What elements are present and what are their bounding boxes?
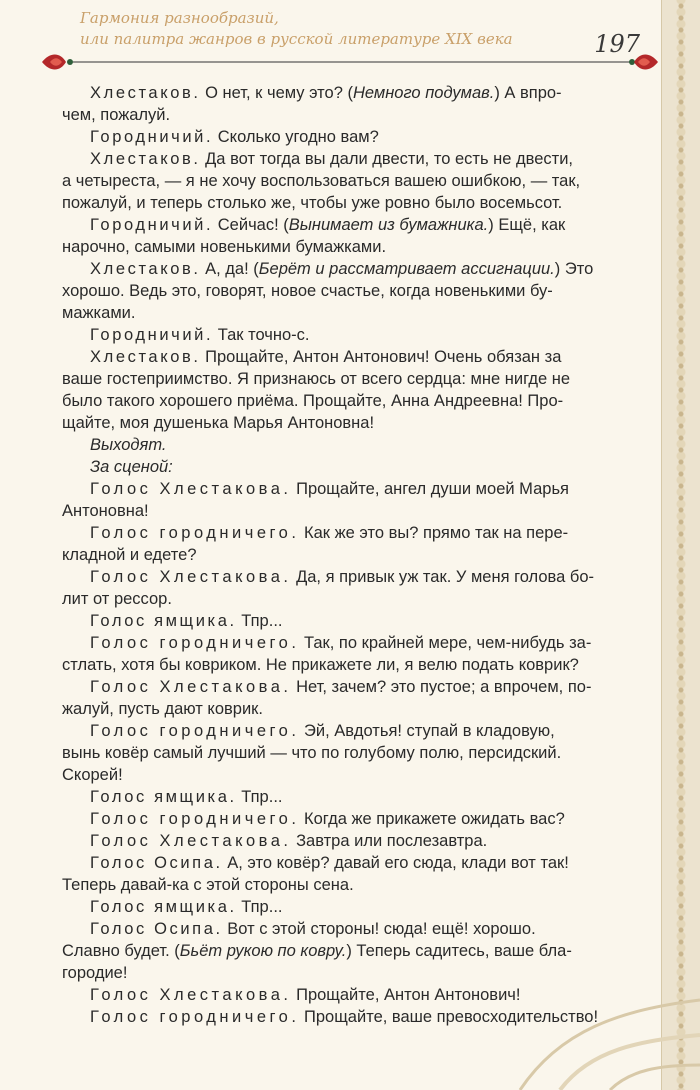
- line-text: хорошо. Ведь это, говорят, новое счастье, когда новенькими бу-: [62, 282, 553, 300]
- stage-direction: [62, 434, 638, 456]
- inline-stage-direction: Берёт и рассматривает ассигнации.: [258, 260, 555, 278]
- speaker-name: Городничий.: [90, 128, 214, 146]
- page-number: 197: [594, 30, 640, 58]
- running-header: [80, 8, 600, 50]
- line-text: А, это ковёр? давай его сюда, клади вот так!: [222, 854, 569, 872]
- decorative-border: [661, 0, 700, 1090]
- line-text: О нет, к чему это? (: [200, 84, 353, 102]
- speaker-name: Хлестаков.: [90, 150, 201, 168]
- text-line: [62, 830, 638, 852]
- line-text: Тпр...: [236, 788, 283, 806]
- line-text: а четыреста, — я не хочу воспользоваться вашею ошибкою, — так,: [62, 172, 581, 190]
- line-text: Теперь давай-ка с этой стороны сена.: [62, 876, 354, 894]
- speaker-name: Голос городничего.: [90, 524, 300, 542]
- line-text: Да, я привык уж так. У меня голова бо-: [291, 568, 595, 586]
- text-line: [62, 258, 638, 280]
- stage-direction-text: За сценой:: [90, 458, 173, 476]
- play-text: [62, 82, 638, 1028]
- speaker-name: Голос Хлестакова.: [90, 986, 292, 1004]
- line-text: кладной и едете?: [62, 546, 197, 564]
- text-line: [62, 566, 638, 588]
- speaker-name: Голос городничего.: [90, 810, 300, 828]
- speaker-name: Городничий.: [90, 326, 214, 344]
- line-text: Тпр...: [236, 612, 283, 630]
- speaker-name: Хлестаков.: [90, 84, 201, 102]
- line-text: мажками.: [62, 304, 136, 322]
- line-text: ваше гостеприимство. Я признаюсь от всего сердца: мне нигде не: [62, 370, 571, 388]
- text-line: [62, 170, 638, 192]
- line-text: Скорей!: [62, 766, 123, 784]
- line-text: стлать, хотя бы ковриком. Не прикажете ли, я велю подать коврик?: [62, 656, 579, 674]
- line-text: Прощайте, ваше превосходительство!: [299, 1008, 599, 1026]
- line-text: Когда же прикажете ожидать вас?: [299, 810, 565, 828]
- line-text: ) Это: [554, 260, 594, 278]
- line-text: Так, по крайней мере, чем-нибудь за-: [299, 634, 592, 652]
- line-text: пожалуй, и теперь столько же, чтобы уже ровно было восемьсот.: [62, 194, 563, 212]
- speaker-name: Хлестаков.: [90, 348, 201, 366]
- speaker-name: Голос ямщика.: [90, 612, 237, 630]
- line-text: жалуй, пусть дают коврик.: [62, 700, 263, 718]
- text-line: [62, 588, 638, 610]
- line-text: Прощайте, Антон Антонович!: [291, 986, 521, 1004]
- stage-direction-text: Выходят.: [90, 436, 167, 454]
- line-text: щайте, моя душенька Марья Антоновна!: [62, 414, 375, 432]
- speaker-name: Голос ямщика.: [90, 898, 237, 916]
- line-text: Прощайте, Антон Антонович! Очень обязан за: [200, 348, 562, 366]
- text-line: [62, 654, 638, 676]
- header-title-line-2: или палитра жанров в русской литературе XIX века: [80, 30, 513, 48]
- line-text: Славно будет. (: [62, 942, 180, 960]
- text-line: [62, 214, 638, 236]
- text-line: [62, 280, 638, 302]
- text-line: [62, 742, 638, 764]
- text-line: [62, 676, 638, 698]
- speaker-name: Голос ямщика.: [90, 788, 237, 806]
- text-line: [62, 808, 638, 830]
- right-flower-ornament-icon: [629, 55, 658, 70]
- inline-stage-direction: Вынимает из бумажника.: [288, 216, 489, 234]
- speaker-name: Голос Осипа.: [90, 854, 223, 872]
- text-line: [62, 720, 638, 742]
- line-text: Эй, Авдотья! ступай в кладовую,: [299, 722, 555, 740]
- text-line: [62, 632, 638, 654]
- text-line: [62, 500, 638, 522]
- line-text: Нет, зачем? это пустое; а впрочем, по-: [291, 678, 592, 696]
- text-line: [62, 896, 638, 918]
- text-line: [62, 610, 638, 632]
- text-line: [62, 148, 638, 170]
- line-text: ) А впро-: [494, 84, 562, 102]
- line-text: Тпр...: [236, 898, 283, 916]
- speaker-name: Голос Хлестакова.: [90, 678, 292, 696]
- speaker-name: Городничий.: [90, 216, 214, 234]
- braid-ornament: [674, 0, 688, 1090]
- line-text: чем, пожалуй.: [62, 106, 171, 124]
- text-line: [62, 544, 638, 566]
- text-line: [62, 764, 638, 786]
- text-line: [62, 786, 638, 808]
- line-text: Сейчас! (: [213, 216, 289, 234]
- speaker-name: Хлестаков.: [90, 260, 201, 278]
- speaker-name: Голос Хлестакова.: [90, 832, 292, 850]
- text-line: [62, 346, 638, 368]
- line-text: Так точно-с.: [213, 326, 310, 344]
- speaker-name: Голос городничего.: [90, 634, 300, 652]
- text-line: [62, 940, 638, 962]
- text-line: [62, 192, 638, 214]
- line-text: Вот с этой стороны! сюда! ещё! хорошо.: [222, 920, 536, 938]
- line-text: лит от рессор.: [62, 590, 172, 608]
- line-text: Как же это вы? прямо так на пере-: [299, 524, 569, 542]
- speaker-name: Голос городничего.: [90, 1008, 300, 1026]
- line-text: А, да! (: [200, 260, 259, 278]
- header-title-line-1: Гармония разнообразий,: [80, 9, 279, 27]
- text-line: [62, 390, 638, 412]
- text-line: [62, 522, 638, 544]
- line-text: Антоновна!: [62, 502, 149, 520]
- left-flower-ornament-icon: [42, 55, 73, 70]
- inline-stage-direction: Бьёт рукою по ковру.: [179, 942, 347, 960]
- line-text: было такого хорошего приёма. Прощайте, Анна Андреевна! Про-: [62, 392, 564, 410]
- line-text: ) Ещё, как: [488, 216, 566, 234]
- text-line: [62, 698, 638, 720]
- header-rule: [40, 50, 660, 74]
- text-line: [62, 918, 638, 940]
- text-line: [62, 82, 638, 104]
- line-text: Прощайте, ангел души моей Марья: [291, 480, 569, 498]
- text-line: [62, 478, 638, 500]
- text-line: [62, 412, 638, 434]
- stage-direction: [62, 456, 638, 478]
- speaker-name: Голос Хлестакова.: [90, 480, 292, 498]
- text-line: [62, 104, 638, 126]
- text-line: [62, 126, 638, 148]
- line-text: Да вот тогда вы дали двести, то есть не двести,: [200, 150, 573, 168]
- inline-stage-direction: Немного подумав.: [353, 84, 495, 102]
- text-line: [62, 368, 638, 390]
- text-line: [62, 324, 638, 346]
- line-text: ) Теперь садитесь, ваше бла-: [346, 942, 572, 960]
- corner-flourish-icon: [500, 970, 700, 1090]
- speaker-name: Голос Осипа.: [90, 920, 223, 938]
- line-text: Завтра или послезавтра.: [291, 832, 488, 850]
- text-line: [62, 852, 638, 874]
- line-text: городие!: [62, 964, 128, 982]
- text-line: [62, 302, 638, 324]
- text-line: [62, 874, 638, 896]
- speaker-name: Голос Хлестакова.: [90, 568, 292, 586]
- line-text: нарочно, самыми новенькими бумажками.: [62, 238, 387, 256]
- line-text: вынь ковёр самый лучший — что по голубому полю, персидский.: [62, 744, 562, 762]
- line-text: Сколько угодно вам?: [213, 128, 379, 146]
- text-line: [62, 236, 638, 258]
- speaker-name: Голос городничего.: [90, 722, 300, 740]
